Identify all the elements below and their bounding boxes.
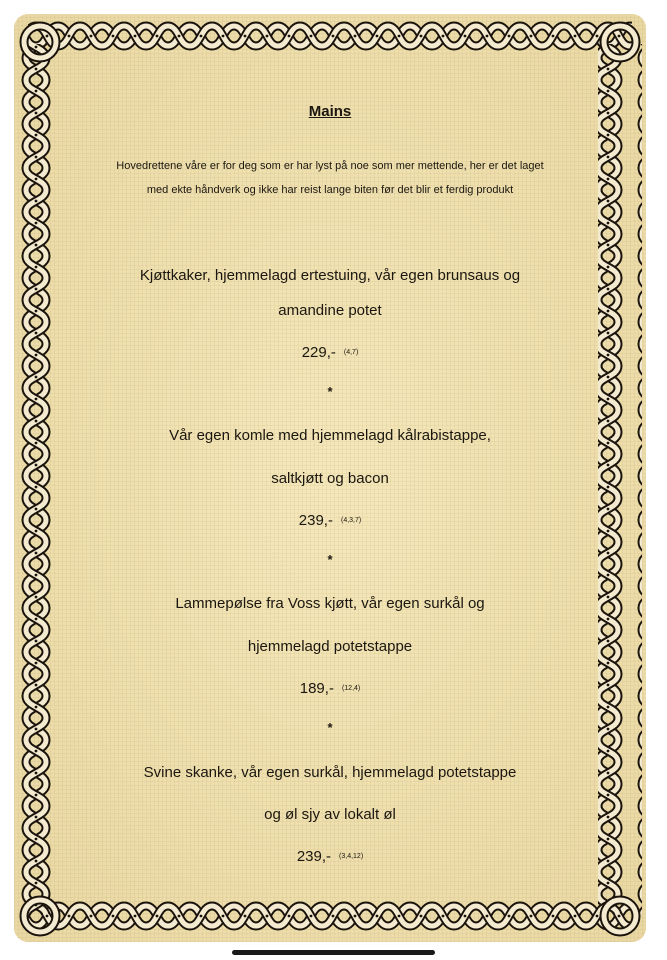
page-title: Mains bbox=[308, 103, 352, 120]
dish-1-price: 229,- bbox=[301, 344, 336, 361]
separator-2: * bbox=[327, 552, 333, 567]
dish-1-allergens: (4,7) bbox=[343, 349, 359, 357]
dish-4-price-row bbox=[74, 847, 586, 867]
menu-content bbox=[74, 74, 586, 874]
dish-4-price: 239,- bbox=[296, 848, 332, 865]
dish-2-name-line-1: Vår egen komle med hjemmelagd kålrabistappe, bbox=[169, 427, 491, 444]
separator-1: * bbox=[327, 384, 333, 399]
dish-3-name-line-1: Lammepølse fra Voss kjøtt, vår egen surkål og bbox=[175, 595, 485, 612]
dish-2-price-row bbox=[74, 511, 586, 531]
dish-2-name-line-2: saltkjøtt og bacon bbox=[271, 470, 389, 487]
dish-4-allergens: (3,4,12) bbox=[339, 853, 364, 861]
dish-1-name-line-2: amandine potet bbox=[278, 302, 382, 319]
parchment-background bbox=[14, 14, 646, 942]
dish-4-name-line-1: Svine skanke, vår egen surkål, hjemmelagd potetstappe bbox=[143, 764, 517, 781]
dish-1-name-line-1: Kjøttkaker, hjemmelagd ertestuing, vår egen brunsaus og bbox=[139, 267, 521, 284]
dish-3-allergens: (12,4) bbox=[341, 685, 361, 693]
dish-4-name-line-2: og øl sjy av lokalt øl bbox=[264, 806, 396, 823]
home-indicator-bar[interactable] bbox=[232, 950, 435, 955]
intro-line-2: med ekte håndverk og ikke har reist lange biten før det blir et ferdig produkt bbox=[146, 184, 514, 196]
intro-line-1: Hovedrettene våre er for deg som er har lyst på noe som mer mettende, her er det laget bbox=[116, 160, 544, 172]
separator-3: * bbox=[327, 720, 333, 735]
intro-text bbox=[74, 154, 586, 202]
dish-2-price: 239,- bbox=[298, 512, 333, 529]
dish-3-price: 189,- bbox=[299, 680, 334, 697]
dish-3-price-row bbox=[74, 679, 586, 699]
dish-1-price-row bbox=[74, 343, 586, 363]
dish-2-allergens: (4,3,7) bbox=[340, 517, 362, 525]
dish-3-name-line-2: hjemmelagd potetstappe bbox=[247, 638, 413, 655]
